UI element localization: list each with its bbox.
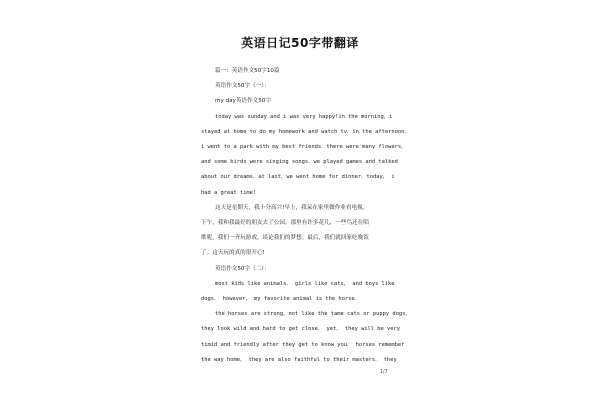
- text-line: and some birds were singing songs．we played games and talked: [201, 159, 398, 166]
- text-line: the way home， they are also faithful to their masters． they: [201, 356, 397, 363]
- text-line: 了。这天玩的真的很开心!: [201, 250, 265, 257]
- text-line: dogs． however， my favorite animal is the horse．: [201, 296, 360, 303]
- text-line: they look wild and hard to get close． yet， they will be very: [201, 326, 401, 333]
- text-line: had a great time!: [201, 189, 257, 196]
- text-line: 下午，我和我最好的朋友去了公园。那里有许多花儿，一些鸟还在唱: [201, 220, 369, 227]
- text-line: my day英语作文50字: [215, 98, 271, 105]
- text-line: 这天是星期天，我十分高兴!早上，我呆在家里做作业看电视。: [215, 204, 369, 211]
- page-number: 1/7: [380, 370, 388, 375]
- text-line: most kids like animals． girls like cats， and boys like: [215, 280, 395, 287]
- text-line: 歌呢。我们一齐玩游戏，谈论我们的梦想。最后，我们就回家吃晚饭: [201, 235, 369, 242]
- text-line: 英语作文50字（一）：: [215, 83, 270, 90]
- text-line: the horses are strong，not like the tame cats or puppy dogs，: [215, 311, 411, 318]
- text-line: about our dreams．at last，we went home for dinner．today， i: [201, 174, 395, 181]
- text-line: 英语作文50字（二）：: [215, 265, 270, 272]
- text-line: 篇一：英语作文50字10篇: [215, 68, 280, 74]
- text-line: timid and friendly after they get to know you． horses remember: [201, 341, 405, 348]
- text-line: i went to a park with my best friends．there were many flowers，: [201, 144, 407, 151]
- text-line: today was sunday and i was very happy!in the morning，i: [215, 113, 393, 120]
- text-line: stayed at home to do my homework and watch tv．in the afternoon，: [201, 128, 410, 135]
- document-title: 英语日记50字带翻译: [241, 36, 359, 50]
- document-body: [201, 64, 411, 368]
